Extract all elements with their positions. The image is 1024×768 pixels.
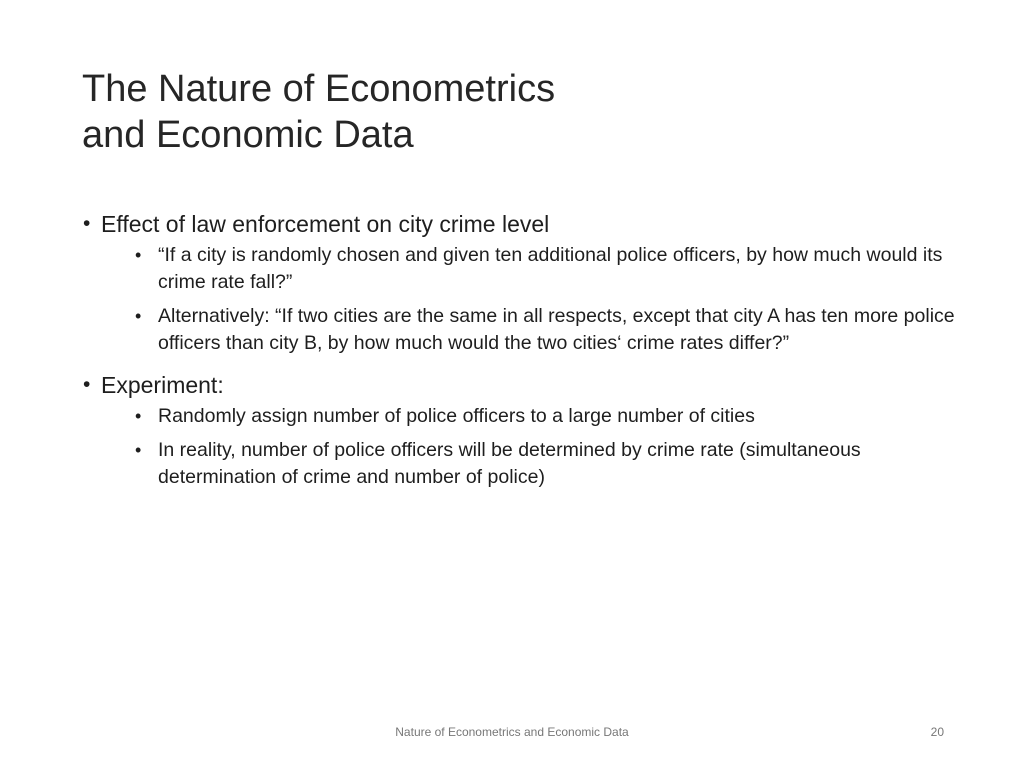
bullet-dot: • xyxy=(83,373,91,396)
bullet-dot: • xyxy=(83,212,91,235)
sub-bullet-reality xyxy=(120,437,962,491)
slide-body xyxy=(82,208,962,498)
slide-page-number: 20 xyxy=(930,725,944,739)
sub-bullet-list xyxy=(101,242,962,357)
bullet-law-enforcement xyxy=(82,208,962,357)
sub-bullet-question-1 xyxy=(120,242,962,296)
sub-bullet-text: In reality, number of police officers will be determined by crime rate (simultaneous determination of crime and number of police) xyxy=(158,439,861,488)
sub-bullet-text: Alternatively: “If two cities are the same in all respects, except that city A has ten more police officers than city B, by how much would the two cities‘ crime rates differ?” xyxy=(158,305,955,354)
sub-bullet-dot: • xyxy=(135,245,142,265)
sub-bullet-dot: • xyxy=(135,406,142,426)
slide-title-line-1: The Nature of Econometrics xyxy=(82,68,556,110)
sub-bullet-text: Randomly assign number of police officers to a large number of cities xyxy=(158,405,755,427)
slide-title xyxy=(82,66,942,158)
sub-bullet-list xyxy=(101,403,962,491)
bullet-text: Experiment: xyxy=(101,372,224,398)
bullet-text: Effect of law enforcement on city crime level xyxy=(101,211,550,237)
sub-bullet-question-2 xyxy=(120,303,962,357)
sub-bullet-dot: • xyxy=(135,440,142,460)
slide-title-line-2: and Economic Data xyxy=(82,114,414,156)
sub-bullet-dot: • xyxy=(135,306,142,326)
slide-footer: Nature of Econometrics and Economic Data xyxy=(395,725,629,739)
sub-bullet-random-assign xyxy=(120,403,962,430)
sub-bullet-text: “If a city is randomly chosen and given ten additional police officers, by how much would its crime rate fall?” xyxy=(158,244,943,293)
bullet-experiment xyxy=(82,369,962,491)
